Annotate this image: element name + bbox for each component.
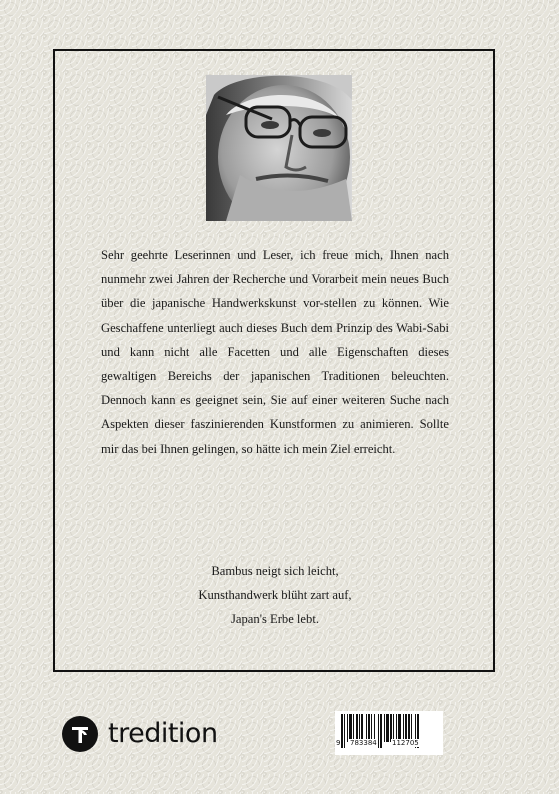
tredition-t-logo-icon	[62, 716, 98, 752]
publisher-name: tredition	[108, 718, 218, 749]
haiku-line: Bambus neigt sich leicht,	[211, 564, 339, 578]
author-photo	[206, 75, 352, 221]
author-letter: Sehr geehrte Leserinnen und Leser, ich freue mich, Ihnen nach nunmehr zwei Jahren der Recherche und Vorarbeit mein neues Buch über die japanische Handwerkskunst vor-stellen zu können. Wie Geschaffene unterliegt auch dieses Buch dem Prinzip des Wabi-Sabi und kann nicht alle Facetten und alle Eigenschaften dieses gewaltigen Bereichs der japanischen Traditionen beleuchten. Dennoch kann es geeignet sein, Sie auf einer weiteren Suche nach Aspekten dieser faszinierenden Kunstformen zu animieren. Sollte mir das bei Ihnen gelingen, so hätte ich mein Ziel erreicht.	[101, 248, 449, 456]
isbn-barcode	[335, 711, 443, 755]
barcode-left-group: 783384	[350, 739, 377, 747]
haiku	[101, 559, 449, 631]
haiku-line: Kunsthandwerk blüht zart auf,	[198, 588, 352, 602]
barcode-prefix-digit: 9	[336, 739, 341, 747]
publisher-logo	[62, 715, 218, 753]
haiku-line: Japan's Erbe lebt.	[231, 612, 319, 626]
barcode-right-group: 112705	[392, 739, 419, 747]
